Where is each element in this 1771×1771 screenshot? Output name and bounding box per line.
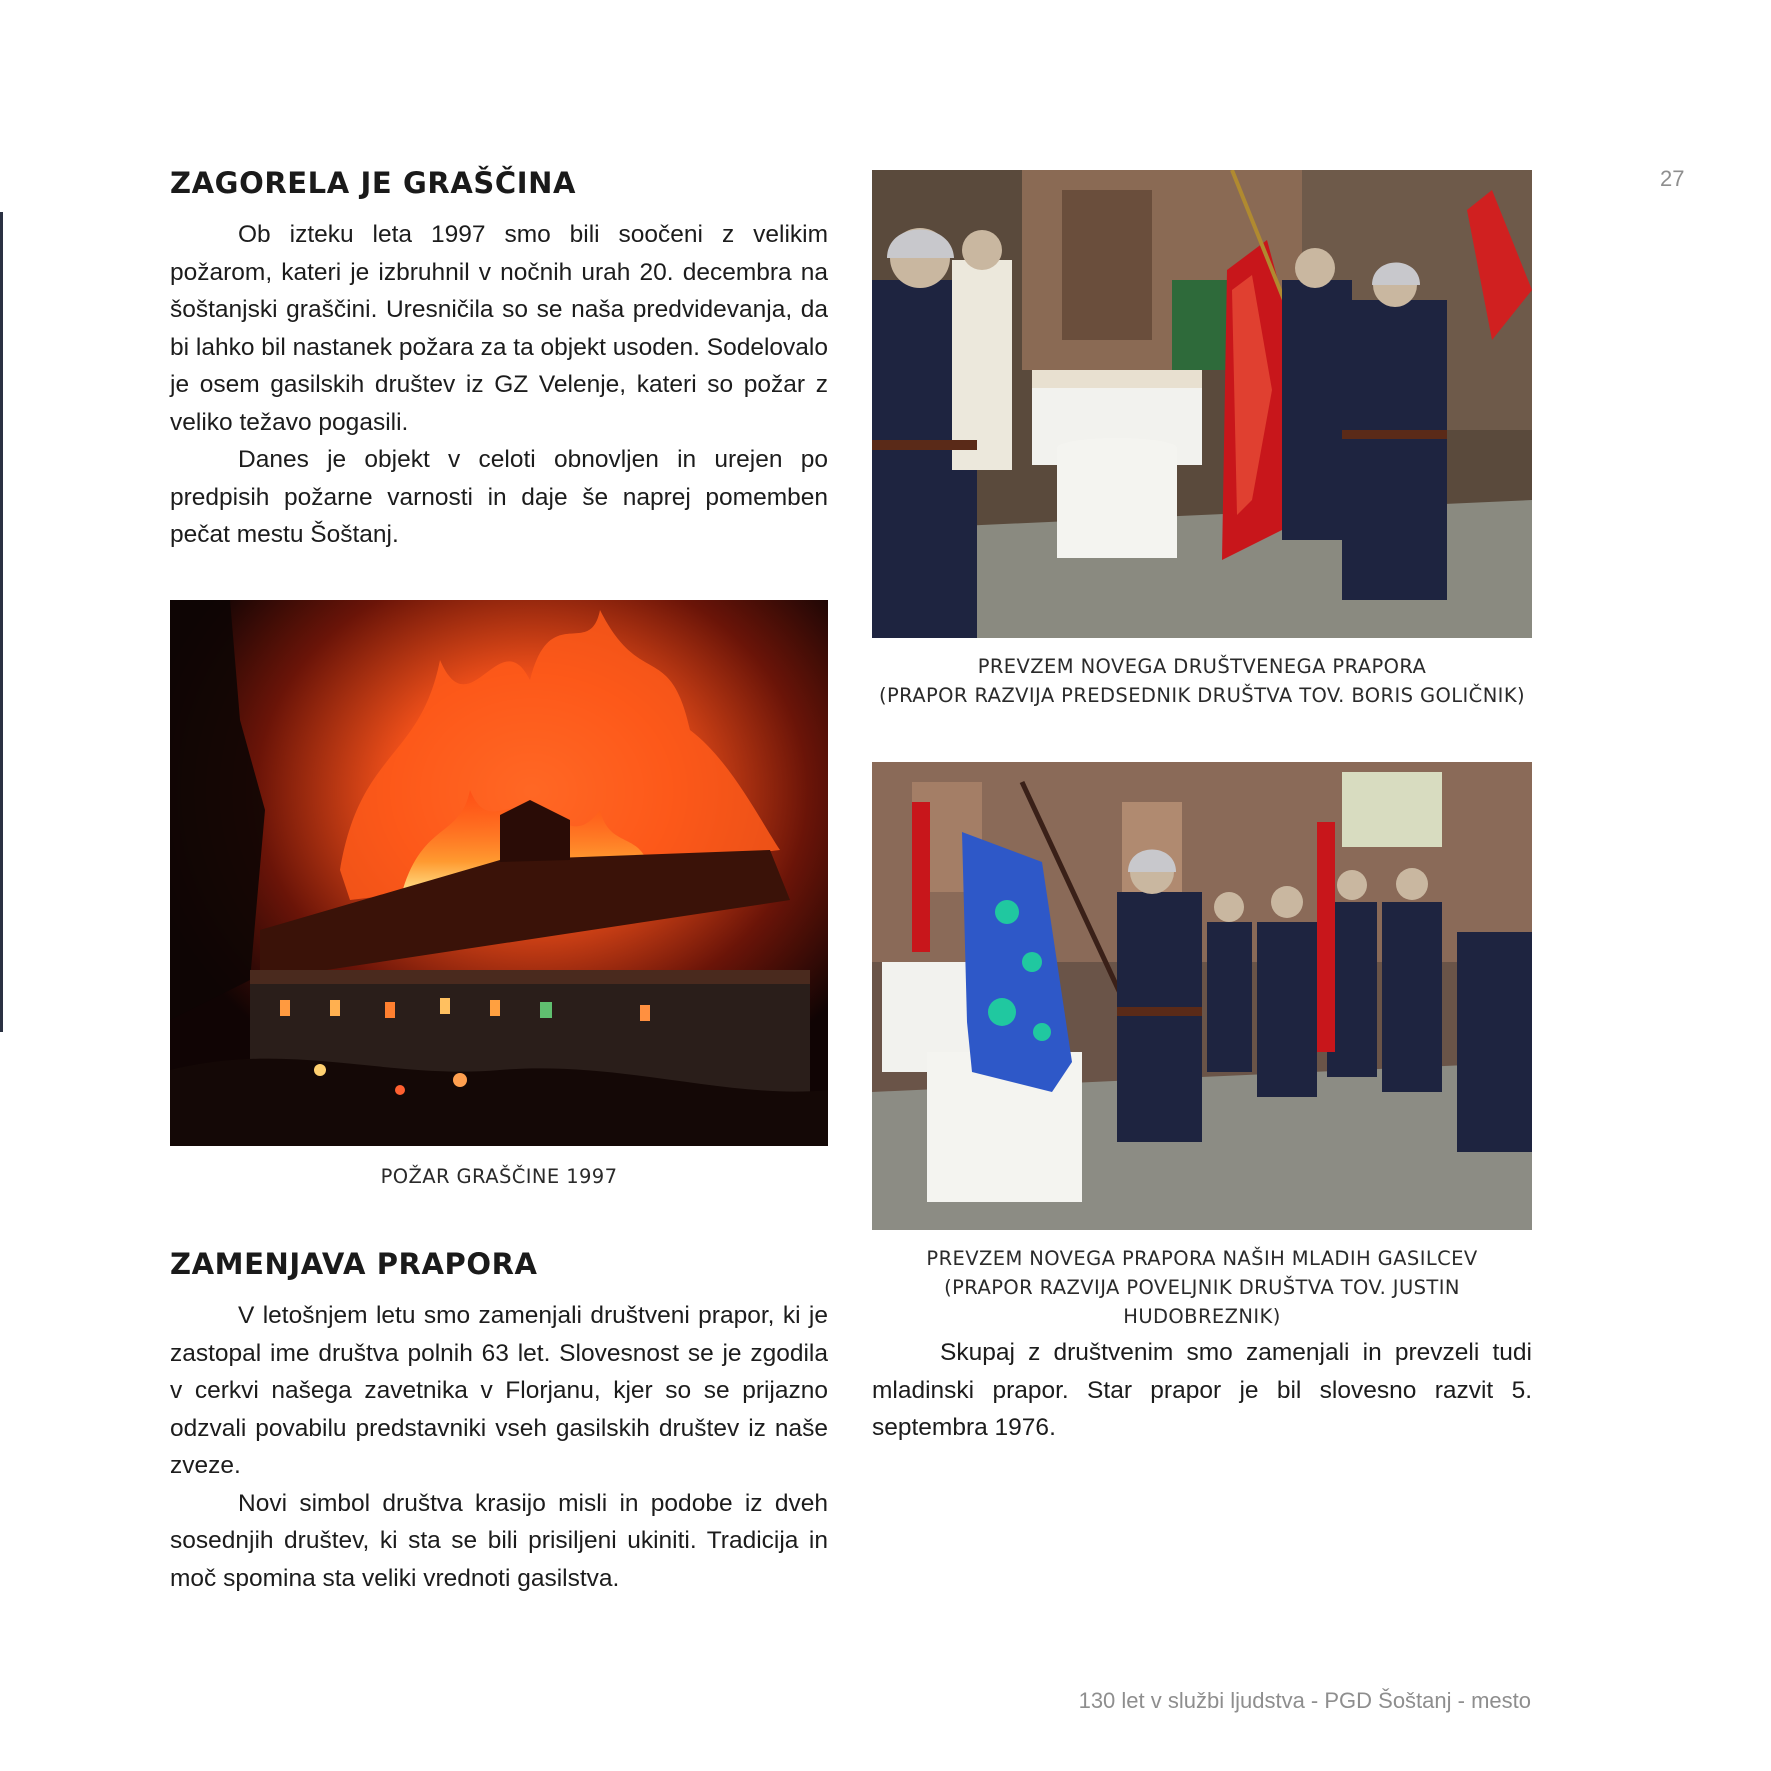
caption-new-society-banner xyxy=(872,652,1532,710)
section-body-youth-banner xyxy=(872,1334,1532,1447)
page-edge-bar xyxy=(0,212,3,1032)
caption-line: PREVZEM NOVEGA PRAPORA NAŠIH MLADIH GASILCEV xyxy=(926,1247,1478,1270)
section-body-banner-replacement xyxy=(170,1297,828,1597)
caption-line: (PRAPOR RAZVIJA PREDSEDNIK DRUŠTVA TOV. BORIS GOLIČNIK) xyxy=(878,684,1526,707)
paragraph: Ob izteku leta 1997 smo bili soočeni z velikim požarom, kateri je izbruhnil v nočnih urah 20. decembra na šoštanjski graščini. Uresničila so se naša predvidevanja, da bi lahko bil nastanek požara za ta objekt usoden. Sodelovalo je osem gasilskih društev iz GZ Velenje, kateri so požar z veliko težavo pogasili. xyxy=(170,221,828,436)
page-footer: 130 let v službi ljudstva - PGD Šoštanj - mesto xyxy=(1078,1688,1531,1713)
section-heading-castle-fire: ZAGORELA JE GRAŠČINA xyxy=(170,166,577,200)
caption-youth-banner xyxy=(872,1244,1532,1331)
castle-fire-image xyxy=(170,600,828,1146)
youth-banner-image xyxy=(872,762,1532,1230)
caption-castle-fire: POŽAR GRAŠČINE 1997 xyxy=(380,1165,618,1188)
photo-youth-banner xyxy=(872,762,1532,1230)
page-number: 27 xyxy=(1660,166,1685,191)
paragraph: V letošnjem letu smo zamenjali društveni prapor, ki je zastopal ime društva polnih 63 let. Slovesnost se je zgodila v cerkvi našega zavetnika v Florjanu, kjer so se prijazno odzvali povabilu predstavniki vseh gasilskih društev iz naše zveze. xyxy=(170,1302,828,1479)
section-body-castle-fire xyxy=(170,216,828,554)
caption-line: PREVZEM NOVEGA DRUŠTVENEGA PRAPORA xyxy=(977,655,1427,678)
paragraph: Danes je objekt v celoti obnovljen in urejen po predpisih požarne varnosti in daje še naprej pomemben pečat mestu Šoštanj. xyxy=(170,446,828,548)
society-banner-image xyxy=(872,170,1532,638)
section-heading-banner-replacement: ZAMENJAVA PRAPORA xyxy=(170,1247,538,1281)
paragraph: Skupaj z društvenim smo zamenjali in prevzeli tudi mladinski prapor. Star prapor je bil slovesno razvit 5. septembra 1976. xyxy=(872,1339,1532,1441)
photo-castle-fire xyxy=(170,600,828,1146)
photo-new-society-banner xyxy=(872,170,1532,638)
paragraph: Novi simbol društva krasijo misli in podobe iz dveh sosednjih društev, ki sta se bili prisiljeni ukiniti. Tradicija in moč spomina sta veliki vrednoti gasilstva. xyxy=(170,1489,828,1592)
caption-line: (PRAPOR RAZVIJA POVELJNIK DRUŠTVA TOV. JUSTIN HUDOBREZNIK) xyxy=(944,1276,1460,1328)
